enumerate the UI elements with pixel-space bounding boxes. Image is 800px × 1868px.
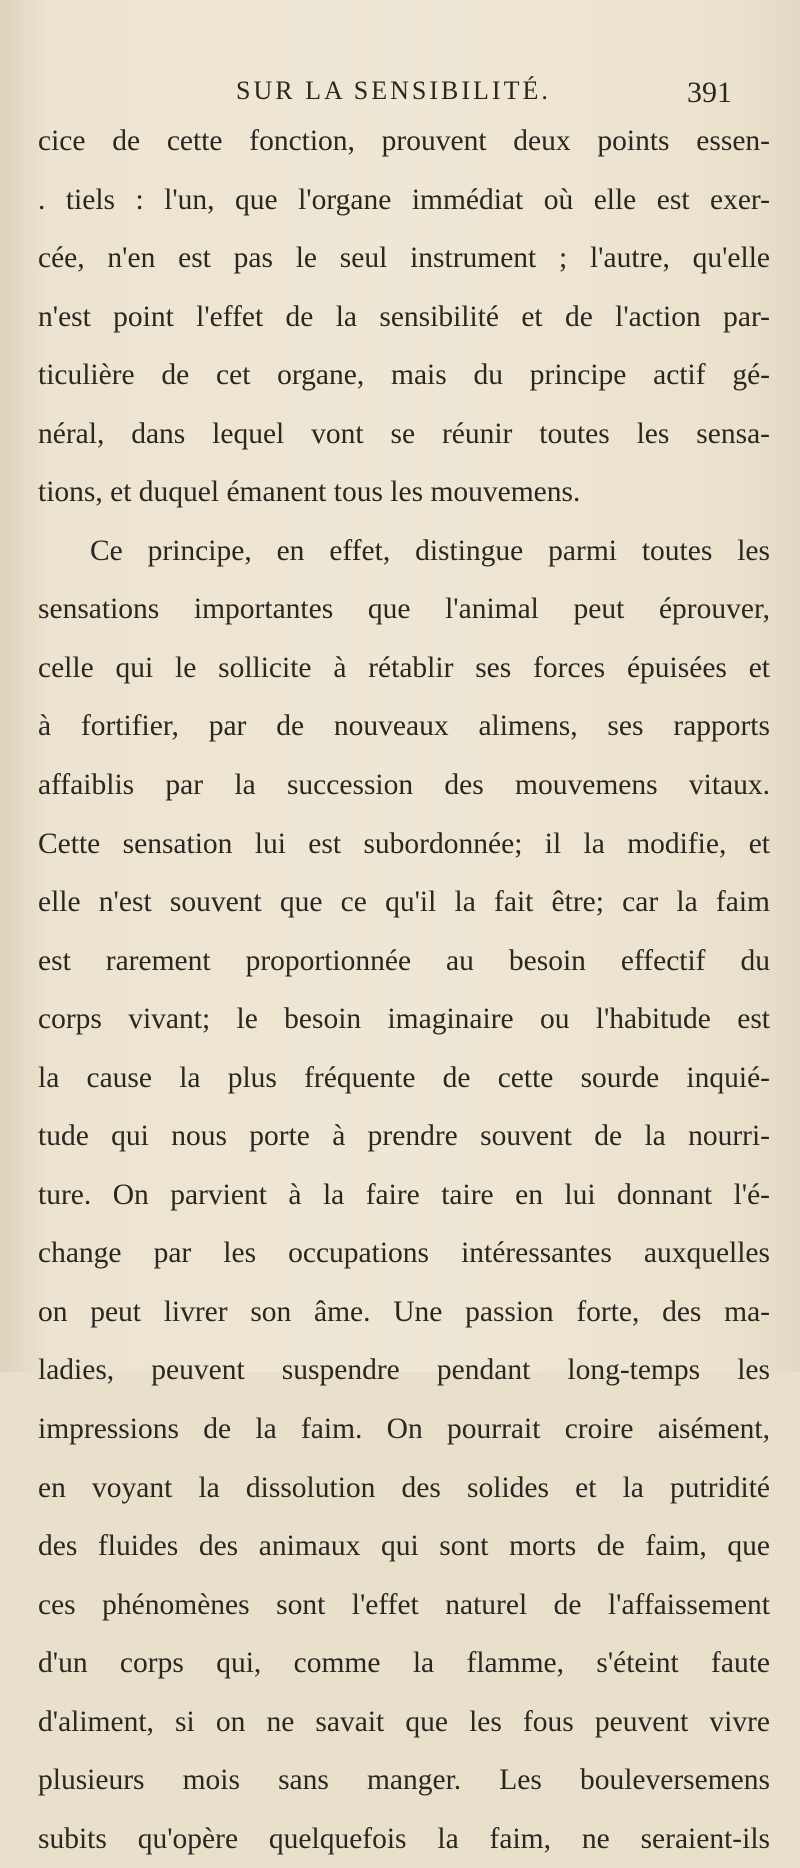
text-line: ticulière de cet organe, mais du principe actif gé- xyxy=(38,359,770,392)
paragraph-start-line: Ce principe, en effet, distingue parmi toutes les xyxy=(90,534,770,567)
text-line: cée, n'en est pas le seul instrument ; l'autre, qu'elle xyxy=(38,242,770,275)
text-line: n'est point l'effet de la sensibilité et de l'action par- xyxy=(38,300,770,333)
text-line: des fluides des animaux qui sont morts de faim, que xyxy=(38,1530,770,1563)
text-line: impressions de la faim. On pourrait croire aisément, xyxy=(38,1413,770,1446)
text-line: ture. On parvient à la faire taire en lui donnant l'é- xyxy=(38,1178,770,1211)
text-line: sensations importantes que l'animal peut éprouver, xyxy=(38,593,770,626)
body-text xyxy=(38,112,770,1868)
text-line: à fortifier, par de nouveaux alimens, ses rapports xyxy=(38,710,770,743)
text-line: cice de cette fonction, prouvent deux points essen- xyxy=(38,125,770,157)
text-line: en voyant la dissolution des solides et la putridité xyxy=(38,1471,770,1504)
running-title: SUR LA SENSIBILITÉ. xyxy=(236,76,551,105)
text-line: on peut livrer son âme. Une passion forte, des ma- xyxy=(38,1295,770,1328)
text-line: la cause la plus fréquente de cette sourde inquié- xyxy=(38,1061,770,1094)
text-line: tions, et duquel émanent tous les mouvemens. xyxy=(38,476,581,509)
text-line: plusieurs mois sans manger. Les bouleversemens xyxy=(38,1764,770,1797)
text-line: . tiels : l'un, que l'organe immédiat où elle est exer- xyxy=(38,183,770,216)
text-line: Cette sensation lui est subordonnée; il la modifie, et xyxy=(38,827,770,860)
text-line: subits qu'opère quelquefois la faim, ne seraient-ils xyxy=(38,1822,770,1855)
text-line: elle n'est souvent que ce qu'il la fait être; car la faim xyxy=(38,886,770,919)
text-line: tude qui nous porte à prendre souvent de la nourri- xyxy=(38,1120,770,1153)
text-line: change par les occupations intéressantes auxquelles xyxy=(38,1237,770,1270)
page-number: 391 xyxy=(687,76,732,109)
text-line: affaiblis par la succession des mouvemens vitaux. xyxy=(38,769,770,802)
text-line: d'un corps qui, comme la flamme, s'éteint faute xyxy=(38,1647,770,1680)
text-line: ladies, peuvent suspendre pendant long-temps les xyxy=(38,1354,770,1387)
text-line: est rarement proportionnée au besoin effectif du xyxy=(38,944,770,977)
text-line: ces phénomènes sont l'effet naturel de l'affaissement xyxy=(38,1588,770,1621)
text-line: corps vivant; le besoin imaginaire ou l'habitude est xyxy=(38,1003,770,1036)
text-line: néral, dans lequel vont se réunir toutes les sensa- xyxy=(38,417,770,450)
text-line: celle qui le sollicite à rétablir ses forces épuisées et xyxy=(38,651,770,684)
text-line: d'aliment, si on ne savait que les fous peuvent vivre xyxy=(38,1705,770,1738)
